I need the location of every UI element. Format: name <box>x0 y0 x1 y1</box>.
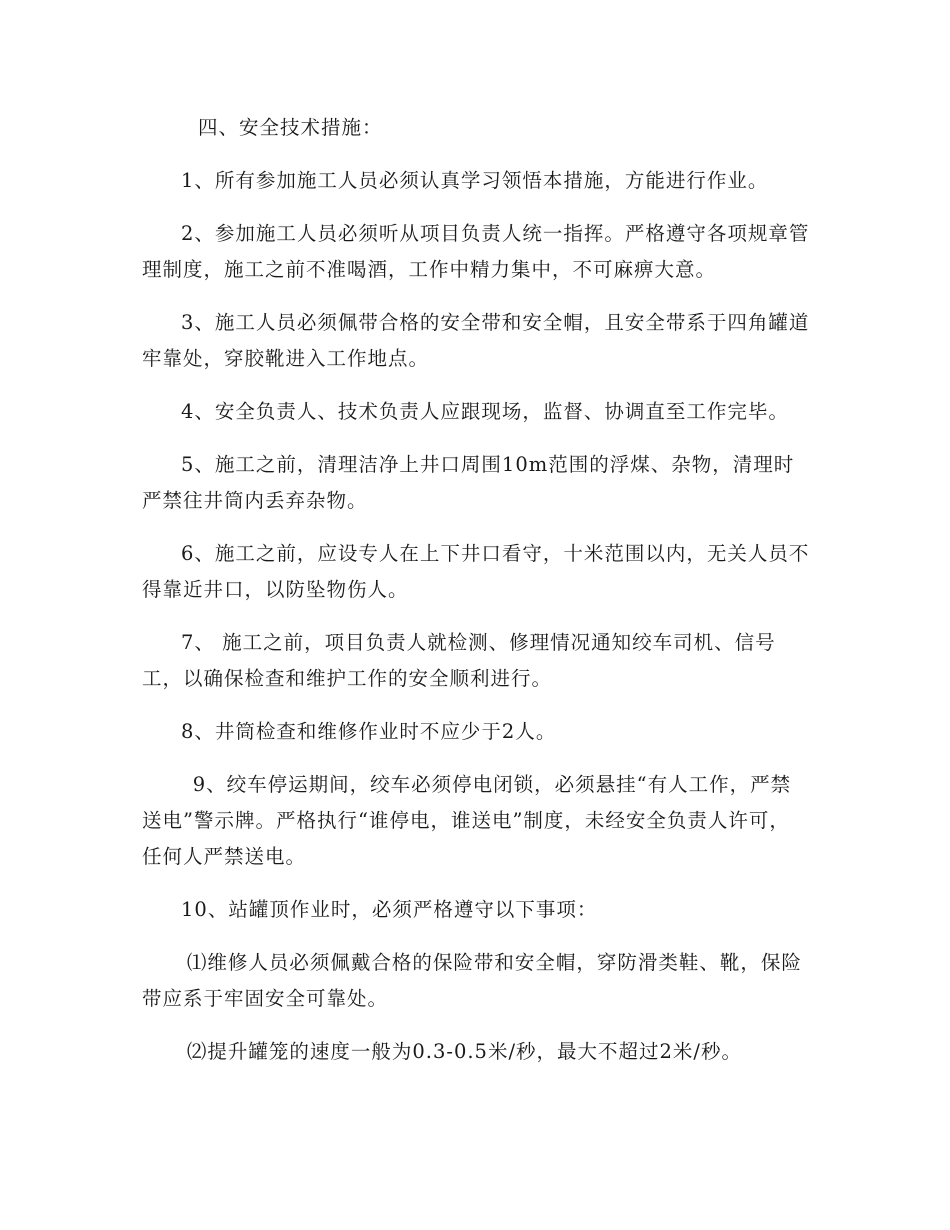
paragraph-4: 4、安全负责人、技术负责人应跟现场，监督、协调直至工作完毕。 <box>181 400 789 423</box>
sub-item-1: ⑴维修人员必须佩戴合格的保险带和安全帽，穿防滑类鞋、靴，保险带应系于牢固安全可靠处。 <box>142 951 802 1010</box>
sub-item-2: ⑵提升罐笼的速度一般为0.3-0.5米/秒，最大不超过2米/秒。 <box>186 1040 743 1063</box>
paragraph-1: 1、所有参加施工人员必须认真学习领悟本措施，方能进行作业。 <box>181 169 769 192</box>
section-heading: 四、安全技术措施： <box>198 116 383 139</box>
paragraph-3: 3、施工人员必须佩带合格的安全带和安全帽，且安全带系于四角罐道牢靠处，穿胶靴进入工作地点。 <box>142 311 810 370</box>
paragraph-9: 9、绞车停运期间，绞车必须停电闭锁，必须悬挂“有人工作，严禁送电”警示牌。严格执行“谁停电，谁送电”制度，未经安全负责人许可，任何人严禁送电。 <box>142 773 792 868</box>
paragraph-10: 10、站罐顶作业时，必须严格遵守以下事项： <box>181 898 598 921</box>
paragraph-2: 2、参加施工人员必须听从项目负责人统一指挥。严格遵守各项规章管理制度，施工之前不准喝酒，工作中精力集中，不可麻痹大意。 <box>142 222 810 281</box>
paragraph-5: 5、施工之前，清理洁净上井口周围10m范围的浮煤、杂物，清理时严禁往井筒内丢弃杂物。 <box>142 453 795 512</box>
paragraph-6: 6、施工之前，应设专人在上下井口看守，十米范围以内，无关人员不得靠近井口，以防坠物伤人。 <box>142 542 810 601</box>
paragraph-8: 8、井筒检查和维修作业时不应少于2人。 <box>181 720 557 743</box>
document-body <box>142 110 810 1070</box>
paragraph-7: 7、 施工之前，项目负责人就检测、修理情况通知绞车司机、信号工，以确保检查和维护工作的安全顺利进行。 <box>142 631 776 690</box>
